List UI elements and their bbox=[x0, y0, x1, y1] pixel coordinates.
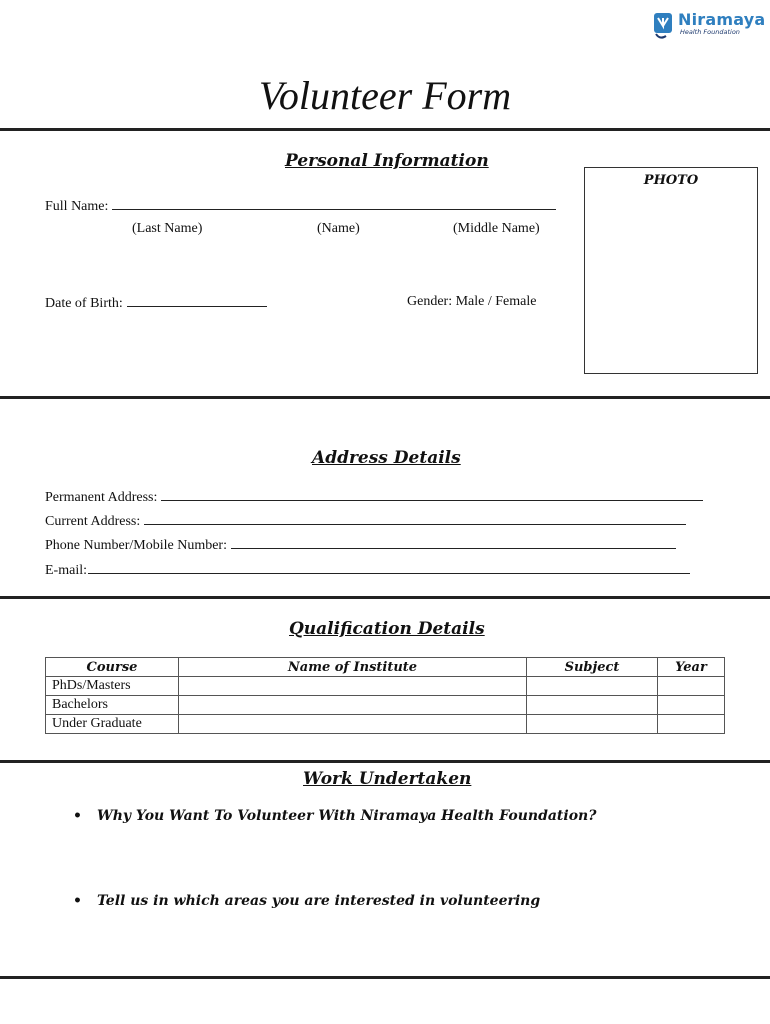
subject-cell[interactable] bbox=[527, 696, 658, 715]
subject-cell[interactable] bbox=[527, 677, 658, 696]
middle-name-caption: (Middle Name) bbox=[453, 221, 540, 236]
dob-label: Date of Birth: bbox=[45, 296, 123, 311]
qualification-table bbox=[45, 657, 725, 734]
current-address-line[interactable] bbox=[144, 512, 686, 525]
year-cell[interactable] bbox=[658, 696, 725, 715]
phone-line[interactable] bbox=[231, 536, 676, 549]
work-question-2 bbox=[73, 893, 541, 909]
photo-box[interactable] bbox=[584, 167, 758, 374]
column-header-subject: Subject bbox=[527, 658, 658, 677]
name-caption: (Name) bbox=[317, 221, 360, 236]
divider bbox=[0, 128, 770, 131]
year-cell[interactable] bbox=[658, 677, 725, 696]
address-heading: Address Details bbox=[312, 448, 461, 468]
permanent-address-line[interactable] bbox=[161, 488, 703, 501]
qualification-heading: Qualification Details bbox=[289, 619, 485, 639]
course-cell: Under Graduate bbox=[46, 715, 179, 734]
table-header-row bbox=[46, 658, 725, 677]
logo-subtitle: Health Foundation bbox=[680, 28, 740, 36]
subject-cell[interactable] bbox=[527, 715, 658, 734]
bullet-icon: • bbox=[73, 893, 82, 909]
work-question-1 bbox=[73, 808, 597, 824]
full-name-field[interactable] bbox=[45, 197, 556, 215]
column-header-year: Year bbox=[658, 658, 725, 677]
column-header-institute: Name of Institute bbox=[179, 658, 527, 677]
year-cell[interactable] bbox=[658, 715, 725, 734]
institute-cell[interactable] bbox=[179, 677, 527, 696]
photo-label: PHOTO bbox=[643, 173, 699, 188]
work-question-text: Tell us in which areas you are interested in volunteering bbox=[97, 893, 541, 909]
course-cell: Bachelors bbox=[46, 696, 179, 715]
personal-info-heading: Personal Information bbox=[285, 151, 489, 171]
institute-cell[interactable] bbox=[179, 696, 527, 715]
divider bbox=[0, 396, 770, 399]
column-header-course: Course bbox=[46, 658, 179, 677]
work-question-text: Why You Want To Volunteer With Niramaya Health Foundation? bbox=[97, 808, 597, 824]
table-row bbox=[46, 715, 725, 734]
bullet-icon: • bbox=[73, 808, 82, 824]
current-address-field[interactable] bbox=[45, 512, 686, 530]
work-heading: Work Undertaken bbox=[303, 769, 472, 789]
email-label: E-mail: bbox=[45, 563, 87, 578]
permanent-address-label: Permanent Address: bbox=[45, 490, 158, 505]
dob-line[interactable] bbox=[127, 294, 267, 307]
divider bbox=[0, 760, 770, 763]
full-name-label: Full Name: bbox=[45, 199, 109, 214]
table-row bbox=[46, 696, 725, 715]
table-row bbox=[46, 677, 725, 696]
email-field[interactable] bbox=[45, 561, 690, 579]
last-name-caption: (Last Name) bbox=[132, 221, 203, 236]
dob-field[interactable] bbox=[45, 294, 267, 312]
phone-label: Phone Number/Mobile Number: bbox=[45, 538, 227, 553]
full-name-line[interactable] bbox=[112, 197, 556, 210]
divider bbox=[0, 976, 770, 979]
gender-field[interactable]: Gender: Male / Female bbox=[407, 294, 537, 309]
divider bbox=[0, 596, 770, 599]
permanent-address-field[interactable] bbox=[45, 488, 703, 506]
phone-field[interactable] bbox=[45, 536, 676, 554]
email-line[interactable] bbox=[88, 561, 690, 574]
course-cell: PhDs/Masters bbox=[46, 677, 179, 696]
logo-mark-icon bbox=[652, 10, 676, 40]
niramaya-logo bbox=[652, 10, 764, 42]
institute-cell[interactable] bbox=[179, 715, 527, 734]
page-title: Volunteer Form bbox=[258, 73, 512, 118]
logo-name: Niramaya bbox=[678, 10, 766, 29]
current-address-label: Current Address: bbox=[45, 514, 141, 529]
